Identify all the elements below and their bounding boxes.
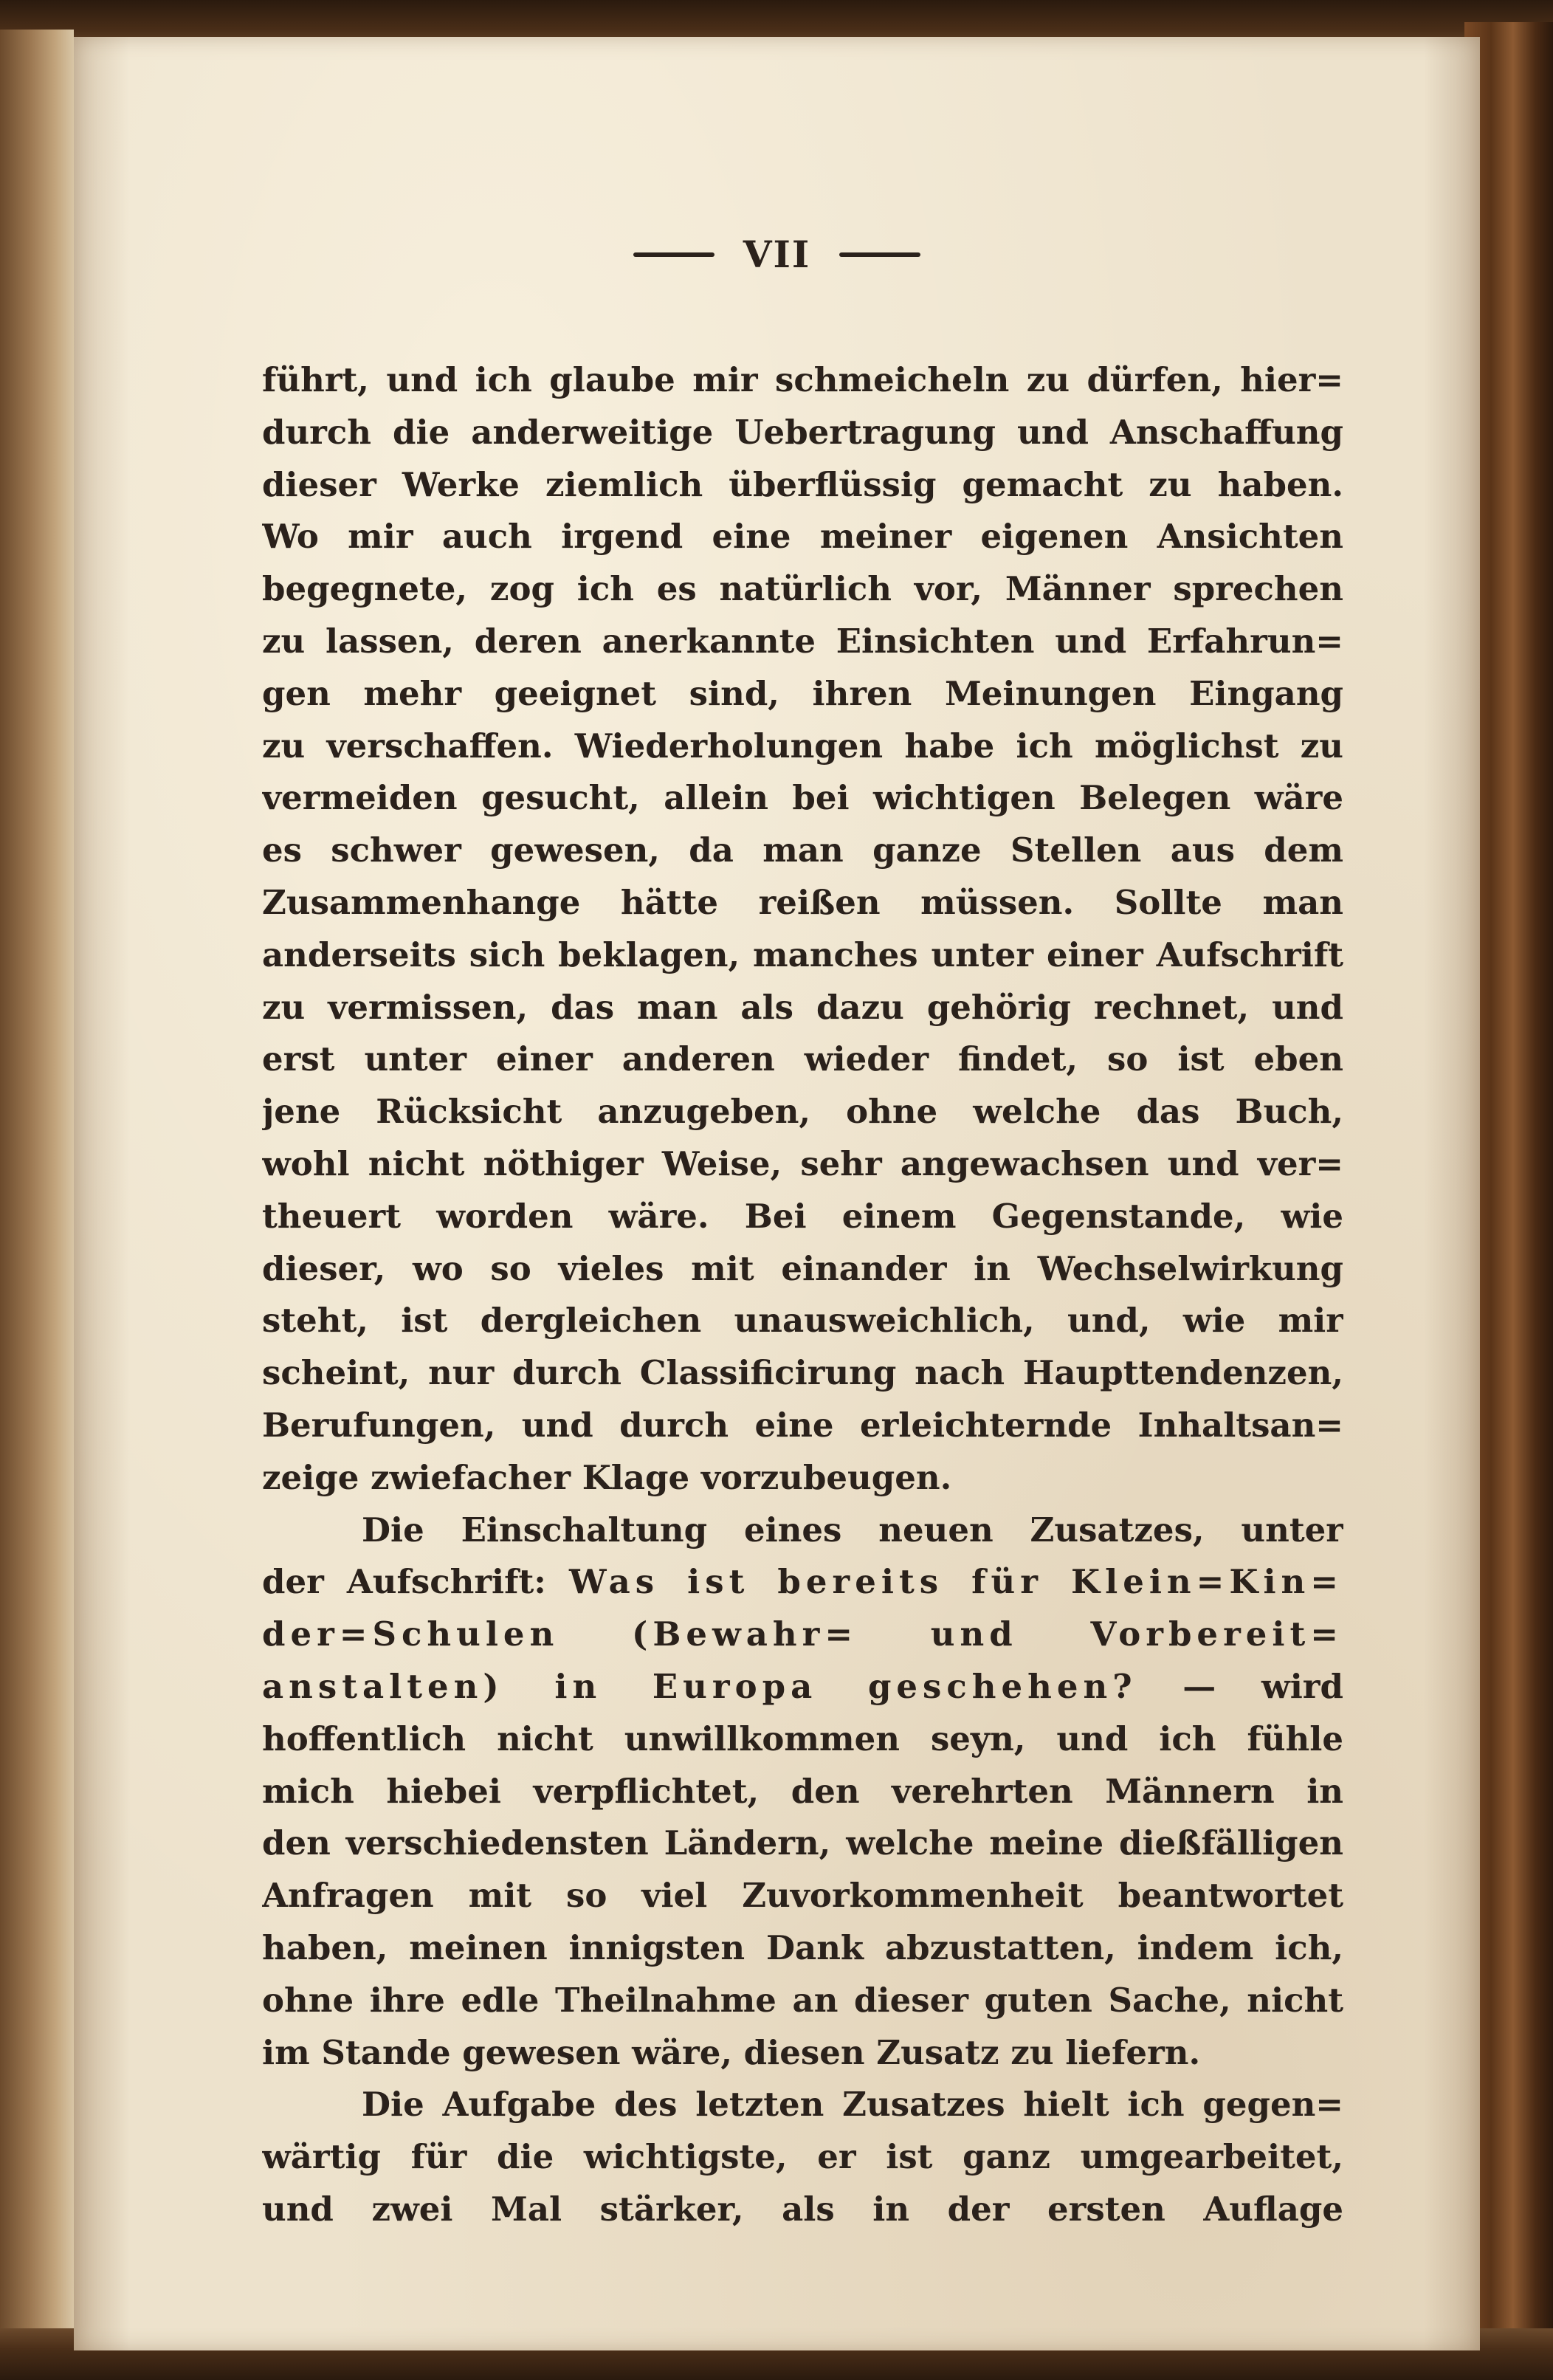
text-line: begegnete, zog ich es natürlich vor, Männer sprechen [262,569,1343,609]
text-line: wärtig für die wichtigste, er ist ganz umgearbeitet, [262,2137,1343,2177]
spaced-title: der=Schulen (Bewahr= und Vorbereit= [262,1614,1343,1654]
text-line: vermeiden gesucht, allein bei wichtigen Belegen wäre [262,778,1343,818]
text-line: Zusammenhange hätte reißen müssen. Sollte man [262,882,1343,922]
text-line: jene Rücksicht anzugeben, ohne welche das Buch, [262,1092,1343,1132]
text-line: Wo mir auch irgend eine meiner eigenen Ansichten [262,517,1343,557]
text-line: es schwer gewesen, da man ganze Stellen aus dem [262,830,1343,870]
line-segment: der Aufschrift: [262,1562,546,1602]
header-rule-right [839,252,920,257]
text-line: zeige zwiefacher Klage vorzubeugen. [262,1457,952,1497]
text-line: steht, ist dergleichen unausweichlich, und, wie mir [262,1301,1343,1341]
line-segment: — wird [1182,1666,1343,1706]
text-line: haben, meinen innigsten Dank abzustatten, indem ich, [262,1927,1343,1967]
text-line: scheint, nur durch Classificirung nach Haupttendenzen, [262,1353,1343,1393]
text-line: dieser Werke ziemlich überflüssig gemacht zu haben. [262,464,1343,504]
spaced-title: Was ist bereits für Klein=Kin= [568,1562,1343,1602]
header-rule-left [633,252,714,257]
text-line [262,1609,1343,1661]
spaced-title: anstalten) in Europa geschehen? [262,1666,1137,1706]
text-line: zu lassen, deren anerkannte Einsichten und Erfahrun= [262,621,1343,661]
binding-left-edge [0,30,74,2380]
text-line: im Stande gewesen wäre, diesen Zusatz zu liefern. [262,2032,1201,2072]
text-line: dieser, wo so vieles mit einander in Wechselwirkung [262,1248,1343,1288]
text-line: anderseits sich beklagen, manches unter einer Aufschrift [262,935,1343,974]
text-line: Berufungen, und durch eine erleichternde Inhaltsan= [262,1405,1343,1445]
text-line: zu vermissen, das man als dazu gehörig rechnet, und [262,987,1343,1027]
page-header [74,233,1480,292]
text-line [262,1661,1343,1713]
text-line: wohl nicht nöthiger Weise, sehr angewachsen und ver= [262,1143,1343,1183]
text-line: den verschiedensten Ländern, welche meine dießfälligen [262,1823,1343,1863]
text-line: durch die anderweitige Uebertragung und Anschaffung [262,412,1343,452]
text-line: Die Aufgabe des letzten Zusatzes hielt ich gegen= [362,2085,1343,2125]
text-line: mich hiebei verpflichtet, den verehrten Männern in [262,1771,1343,1811]
text-line: ohne ihre edle Theilnahme an dieser guten Sache, nicht [262,1980,1343,2020]
text-line: gen mehr geeignet sind, ihren Meinungen Eingang [262,673,1343,713]
book-page [74,37,1480,2350]
text-line: Die Einschaltung eines neuen Zusatzes, unter [362,1510,1343,1550]
text-line [262,1556,1343,1609]
text-line: theuert worden wäre. Bei einem Gegenstande, wie [262,1196,1343,1236]
text-line: führt, und ich glaube mir schmeicheln zu dürfen, hier= [262,360,1343,399]
page-number: VII [743,233,811,276]
body-text [262,354,1343,2236]
text-line: Anfragen mit so viel Zuvorkommenheit beantwortet [262,1876,1343,1916]
text-line: und zwei Mal stärker, als in der ersten Auflage [262,2189,1343,2229]
text-line: hoffentlich nicht unwillkommen seyn, und ich fühle [262,1719,1343,1758]
text-line: zu verschaffen. Wiederholungen habe ich möglichst zu [262,726,1343,766]
text-line: erst unter einer anderen wieder findet, so ist eben [262,1039,1343,1079]
